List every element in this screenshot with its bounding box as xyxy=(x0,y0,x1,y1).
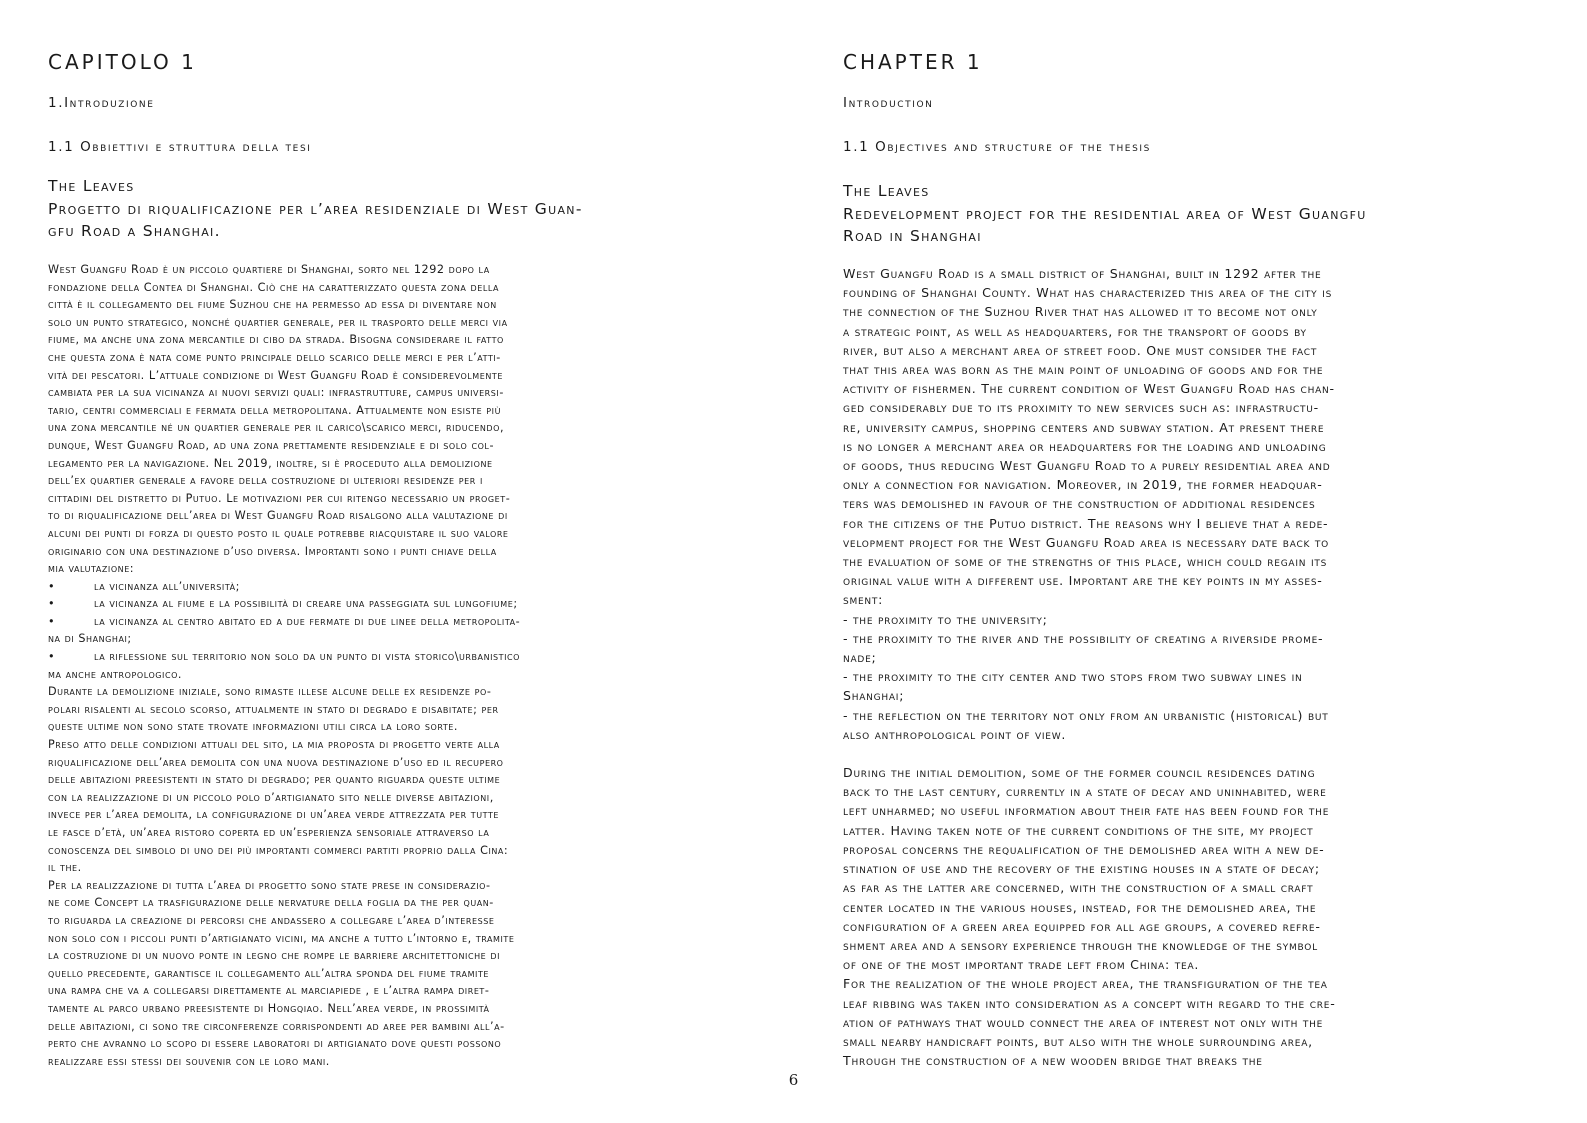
bullet-icon: • xyxy=(48,597,56,611)
text-line: that this area was born as the main point of unloading of goods and for the xyxy=(843,362,1324,378)
section-title-en: Introduction xyxy=(843,95,934,111)
text-line: center located in the various houses, instead, for the demolished area, the xyxy=(843,899,1317,915)
english-column xyxy=(843,0,1529,1123)
text-line: alcuni dei punti di forza di questo posto il quale potrebbe riacquistare il suo valore xyxy=(48,526,509,540)
body-text-en xyxy=(843,264,1336,1070)
text-line: as far as the latter are concerned, with the construction of a small craft xyxy=(843,880,1314,896)
section-title-it: 1.Introduzione xyxy=(48,95,155,111)
text-line: delle abitazioni preesistenti in stato di degrado; per quanto riguarda queste ultime xyxy=(48,773,501,787)
text-line: the connection of the Suzhou River that has allowed it to become not only xyxy=(843,304,1318,320)
text-line: dell’ex quartier generale a favore della costruzione di ulteriori residenze per i xyxy=(48,474,483,488)
text-line: West Guangfu Road è un piccolo quartiere di Shanghai, sorto nel 1292 dopo la xyxy=(48,263,490,276)
text-line: tamente al parco urbano preesistente di Hongqiao. Nell’area verde, in prossimità xyxy=(48,1001,490,1015)
bullet-text: la vicinanza al centro abitato ed a due fermate di due linee della metropolita- xyxy=(94,614,521,628)
text-line: re, university campus, shopping centers and subway station. At present there xyxy=(843,419,1325,435)
text-line: For the realization of the whole project area, the transfiguration of the tea xyxy=(843,976,1328,992)
text-line: cittadini del distretto di Putuo. Le motivazioni per cui ritengo necessario un proget- xyxy=(48,491,511,505)
project-title-line: Redevelopment project for the residential area of West Guangfu xyxy=(843,204,1367,223)
text-line: fiume, ma anche una zona mercantile di cibo da strada. Bisogna considerare il fatto xyxy=(48,333,504,347)
text-line: il the. xyxy=(48,861,82,875)
chapter-title-en: CHAPTER 1 xyxy=(843,50,983,74)
project-title-line: Road in Shanghai xyxy=(843,227,982,245)
text-line: a strategic point, as well as headquarters, for the transport of goods by xyxy=(843,323,1307,339)
text-line: original value with a different use. Important are the key points in my asses- xyxy=(843,573,1323,589)
text-line: configuration of a green area equipped for all age groups, a covered refre- xyxy=(843,918,1321,934)
bullet-icon: • xyxy=(48,579,56,593)
text-line: activity of fishermen. The current condition of West Guangfu Road has chan- xyxy=(843,381,1335,397)
text-line: riqualificazione dell’area demolita con una nuova destinazione d’uso ed il recupero xyxy=(48,755,504,769)
text-line: le fasce d’età, un’area ristoro coperta ed un’esperienza sensoriale attraverso la xyxy=(48,826,490,839)
bullet-text: la vicinanza al fiume e la possibilità di creare una passeggiata sul lungofiume; xyxy=(94,597,518,611)
chapter-title-it: CAPITOLO 1 xyxy=(48,50,197,74)
text-line: una zona mercantile né un quartier generale per il carico\scarico merci, riducendo, xyxy=(48,421,505,435)
text-line: Durante la demolizione iniziale, sono rimaste illese alcune delle ex residenze po- xyxy=(48,685,492,699)
text-line: - the reflection on the territory not only from an urbanistic (historical) but xyxy=(843,707,1329,723)
text-line: also anthropological point of view. xyxy=(843,726,1067,742)
project-title-it xyxy=(48,175,583,243)
text-line: proposal concerns the requalification of the demolished area with a new de- xyxy=(843,841,1325,857)
bullet-item-line xyxy=(48,613,520,631)
text-line: ne come Concept la trasfigurazione delle nervature della foglia da the per quan- xyxy=(48,896,494,910)
text-line: of one of the most important trade left from China: tea. xyxy=(843,957,1200,973)
text-line: invece per l’area demolita, la configurazione di un’area verde attrezzata per tutte xyxy=(48,808,499,822)
text-line: During the initial demolition, some of the former council residences dating xyxy=(843,765,1316,781)
text-line: solo un punto strategico, nonché quartier generale, per il trasporto delle merci via xyxy=(48,315,508,329)
bullet-item-line: ma anche antropologico. xyxy=(48,667,183,681)
text-line: tario, centri commerciali e fermata della metropolitana. Attualmente non esiste più xyxy=(48,403,501,417)
text-line: che questa zona è nata come punto principale dello scarico delle merci e per l’atti- xyxy=(48,350,501,364)
text-line: dunque, West Guangfu Road, ad una zona prettamente residenziale e di solo col- xyxy=(48,438,495,452)
subsection-title-it: 1.1 Obbiettivi e struttura della tesi xyxy=(48,139,312,155)
text-line: of goods, thus reducing West Guangfu Road to a purely residential area and xyxy=(843,458,1331,474)
text-line: perto che avranno lo scopo di essere laboratori di artigianato dove questi possono xyxy=(48,1037,502,1051)
text-line: città è il collegamento del fiume Suzhou che ha permesso ad essa di diventare non xyxy=(48,298,497,312)
text-line: only a connection for navigation. Moreover, in 2019, the former headquar- xyxy=(843,477,1323,493)
bullet-item-line xyxy=(48,578,520,596)
text-line: founding of Shanghai County. What has characterized this area of the city is xyxy=(843,285,1333,301)
text-line: Through the construction of a new wooden bridge that breaks the xyxy=(843,1053,1263,1069)
text-line: queste ultime non sono state trovate informazioni utili circa la loro sorte. xyxy=(48,720,458,734)
bullet-item-line xyxy=(48,648,520,666)
text-line: ged considerably due to its proximity to new services such as: infrastructu- xyxy=(843,400,1319,416)
bullet-text: la riflessione sul territorio non solo da un punto di vista storico\urbanistico xyxy=(94,650,520,664)
page-number: 6 xyxy=(788,1071,799,1089)
text-line: river, but also a merchant area of street food. One must consider the fact xyxy=(843,342,1318,358)
text-line: - the proximity to the city center and two stops from two subway lines in xyxy=(843,669,1303,685)
text-line: the evaluation of some of the strengths of this place, which could regain its xyxy=(843,554,1328,570)
project-title-en xyxy=(843,180,1367,248)
text-line: nade; xyxy=(843,650,877,666)
text-line: la costruzione di un nuovo ponte in legno che rompe le barriere architettoniche di xyxy=(48,949,501,963)
text-line: Shanghai; xyxy=(843,688,905,704)
text-line: velopment project for the West Guangfu Road area is necessary date back to xyxy=(843,534,1329,550)
text-line: small nearby handicraft points, but also with the whole surrounding area, xyxy=(843,1033,1313,1049)
project-title-line: The Leaves xyxy=(48,177,135,195)
bullet-icon: • xyxy=(48,650,56,664)
text-line: quello precedente, garantisce il collegamento all’altra sponda del fiume tramite xyxy=(48,966,489,980)
text-line: left unharmed; no useful information about their fate has been found for the xyxy=(843,803,1330,819)
italian-column xyxy=(48,0,738,1123)
text-line: is no longer a merchant area or headquarters for the loading and unloading xyxy=(843,438,1327,454)
text-line: cambiata per la sua vicinanza ai nuovi servizi quali: infrastrutture, campus universi- xyxy=(48,386,504,400)
text-line: sment: xyxy=(843,592,884,608)
project-title-line: The Leaves xyxy=(843,182,930,200)
text-line: delle abitazioni, ci sono tre circonferenze corrispondenti ad aree per bambini all’a- xyxy=(48,1019,505,1033)
bullet-icon: • xyxy=(48,614,56,628)
text-line: con la realizzazione di un piccolo polo d’artigianato sito nelle diverse abitazioni, xyxy=(48,790,494,804)
subsection-title-en: 1.1 Objectives and structure of the thesis xyxy=(843,139,1151,155)
text-line: ation of pathways that would connect the area of interest not only with the xyxy=(843,1014,1324,1030)
text-line: una rampa che va a collegarsi direttamente al marciapiede , e l’altra rampa diret- xyxy=(48,984,490,998)
text-line: - the proximity to the river and the possibility of creating a riverside prome- xyxy=(843,630,1324,646)
bullet-item-line xyxy=(48,595,520,613)
project-title-line: gfu Road a Shanghai. xyxy=(48,222,221,240)
text-line: ters was demolished in favour of the construction of additional residences xyxy=(843,496,1316,512)
text-line: mia valutazione: xyxy=(48,562,135,576)
text-line: legamento per la navigazione. Nel 2019, inoltre, si è proceduto alla demolizione xyxy=(48,456,493,470)
text-line: vità dei pescatori. L’attuale condizione di West Guangfu Road è considerevolmente xyxy=(48,368,503,382)
bullet-text: la vicinanza all’università; xyxy=(94,579,240,593)
project-title-line: Progetto di riqualificazione per l’area residenziale di West Guan- xyxy=(48,199,583,218)
text-line: stination of use and the recovery of the existing houses in a state of decay; xyxy=(843,861,1320,877)
text-line: to di riqualificazione dell’area di West Guangfu Road risalgono alla valutazione di xyxy=(48,509,508,523)
text-line: polari risalenti al secolo scorso, attualmente in stato di degrado e disabitate; per xyxy=(48,702,499,716)
text-line: Per la realizzazione di tutta l’area di progetto sono state prese in considerazio- xyxy=(48,878,491,892)
text-line: shment area and a sensory experience through the knowledge of the symbol xyxy=(843,937,1318,953)
text-line: realizzare essi stessi dei souvenir con le loro mani. xyxy=(48,1054,330,1068)
text-line: Preso atto delle condizioni attuali del sito, la mia proposta di progetto verte alla xyxy=(48,738,500,752)
text-line: leaf ribbing was taken into consideration as a concept with regard to the cre- xyxy=(843,995,1336,1011)
text-line: fondazione della Contea di Shanghai. Ciò che ha caratterizzato questa zona della xyxy=(48,280,500,294)
bullet-item-line: na di Shanghai; xyxy=(48,632,132,646)
text-line: - the proximity to the university; xyxy=(843,611,1048,627)
text-line: non solo con i piccoli punti d’artigianato vicini, ma anche a tutto l’intorno e, tramite xyxy=(48,931,515,945)
text-line: conoscenza del simbolo di uno dei più importanti commerci partiti proprio dalla Cina: xyxy=(48,843,509,857)
text-line: latter. Having taken note of the current conditions of the site, my project xyxy=(843,822,1314,838)
body-text-it xyxy=(48,261,520,1070)
text-line: West Guangfu Road is a small district of Shanghai, built in 1292 after the xyxy=(843,266,1322,281)
text-line: to riguarda la creazione di percorsi che andassero a collegare l’area d’interesse xyxy=(48,913,495,927)
text-line: originario con una destinazione d’uso diversa. Importanti sono i punti chiave della xyxy=(48,544,497,558)
text-line: back to the last century, currently in a state of decay and uninhabited, were xyxy=(843,784,1327,800)
text-line: for the citizens of the Putuo district. The reasons why I believe that a rede- xyxy=(843,515,1329,531)
